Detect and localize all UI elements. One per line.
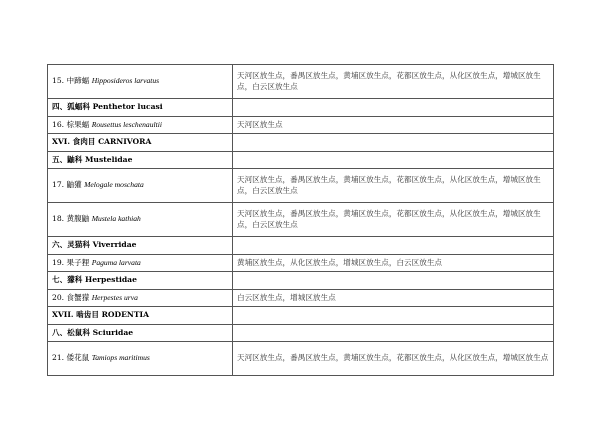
species-name-cell — [48, 65, 233, 99]
distribution-cell: 天河区放生点，番禺区放生点，黄埔区放生点，花都区放生点，从化区放生点，增城区放生点，白云区放生点 — [233, 65, 554, 99]
table-row — [48, 151, 554, 169]
family-name-cell — [48, 324, 233, 342]
family-latin-name: Mustelidae — [85, 154, 133, 164]
empty-cell — [233, 99, 554, 117]
table-row — [48, 307, 554, 325]
species-cn-name: 16. 棕果蝠 — [52, 119, 90, 129]
order-cn-name: XVII. 啮齿目 — [52, 310, 99, 319]
species-latin-name: Mustela kathiah — [91, 214, 141, 224]
distribution-cell: 天河区放生点，番禺区放生点，黄埔区放生点，花都区放生点，从化区放生点，增城区放生点，白云区放生点 — [233, 203, 554, 237]
table-row — [48, 116, 554, 134]
species-cn-name: 15. 中蹄蝠 — [52, 76, 90, 86]
species-cn-name: 18. 黄腹鼬 — [52, 214, 90, 224]
species-latin-name: Hipposideros larvatus — [91, 76, 160, 86]
species-name-cell — [48, 169, 233, 203]
species-name-cell — [48, 342, 233, 376]
order-latin-name: CARNIVORA — [98, 137, 152, 146]
species-cn-name: 19. 果子狸 — [52, 257, 90, 267]
empty-cell — [233, 307, 554, 325]
order-cn-name: XVI. 食肉目 — [52, 137, 96, 146]
family-latin-name: Sciuridae — [92, 327, 134, 337]
species-latin-name: Paguma larvata — [91, 257, 141, 267]
family-name-cell — [48, 272, 233, 290]
species-latin-name: Rousettus leschenaultii — [91, 119, 162, 129]
species-latin-name: Tamiops maritimus — [91, 353, 150, 363]
table-row — [48, 203, 554, 237]
distribution-cell: 天河区放生点，番禺区放生点，黄埔区放生点，花都区放生点，从化区放生点，增城区放生点 — [233, 342, 554, 376]
species-cn-name: 20. 食蟹獴 — [52, 292, 90, 302]
table-row — [48, 134, 554, 152]
distribution-cell: 黄埔区放生点，从化区放生点，增城区放生点，白云区放生点 — [233, 254, 554, 272]
empty-cell — [233, 151, 554, 169]
family-cn-name: 六、灵猫科 — [52, 240, 90, 249]
empty-cell — [233, 272, 554, 290]
distribution-cell: 天河区放生点 — [233, 116, 554, 134]
order-latin-name: RODENTIA — [101, 310, 149, 319]
family-latin-name: Herpestidae — [85, 275, 137, 284]
species-cn-name: 17. 鼬獾 — [52, 180, 82, 190]
family-cn-name: 四、狐蝠科 — [52, 102, 90, 111]
empty-cell — [233, 237, 554, 255]
family-cn-name: 八、松鼠科 — [52, 327, 90, 337]
table-row — [48, 169, 554, 203]
species-name-cell — [48, 116, 233, 134]
family-name-cell — [48, 151, 233, 169]
table-row — [48, 99, 554, 117]
empty-cell — [233, 134, 554, 152]
table-row — [48, 342, 554, 376]
distribution-cell: 天河区放生点，番禺区放生点，黄埔区放生点，花都区放生点，从化区放生点，增城区放生点，白云区放生点 — [233, 169, 554, 203]
family-name-cell — [48, 99, 233, 117]
species-cn-name: 21. 倭花鼠 — [52, 353, 90, 363]
distribution-cell: 白云区放生点，增城区放生点 — [233, 289, 554, 307]
table-row — [48, 237, 554, 255]
family-latin-name: Penthetor lucasi — [92, 102, 163, 111]
table-row — [48, 65, 554, 99]
family-cn-name: 五、鼬科 — [52, 154, 83, 164]
species-distribution-table — [47, 64, 554, 376]
family-name-cell — [48, 237, 233, 255]
table-row — [48, 324, 554, 342]
species-name-cell — [48, 289, 233, 307]
family-latin-name: Viverridae — [92, 240, 137, 249]
table-row — [48, 289, 554, 307]
species-name-cell — [48, 254, 233, 272]
family-cn-name: 七、獴科 — [52, 275, 83, 284]
empty-cell — [233, 324, 554, 342]
table-row — [48, 272, 554, 290]
species-name-cell — [48, 203, 233, 237]
order-name-cell — [48, 307, 233, 325]
species-latin-name: Melogale moschata — [84, 180, 144, 190]
species-latin-name: Herpestes urva — [91, 292, 138, 302]
table-row — [48, 254, 554, 272]
order-name-cell — [48, 134, 233, 152]
